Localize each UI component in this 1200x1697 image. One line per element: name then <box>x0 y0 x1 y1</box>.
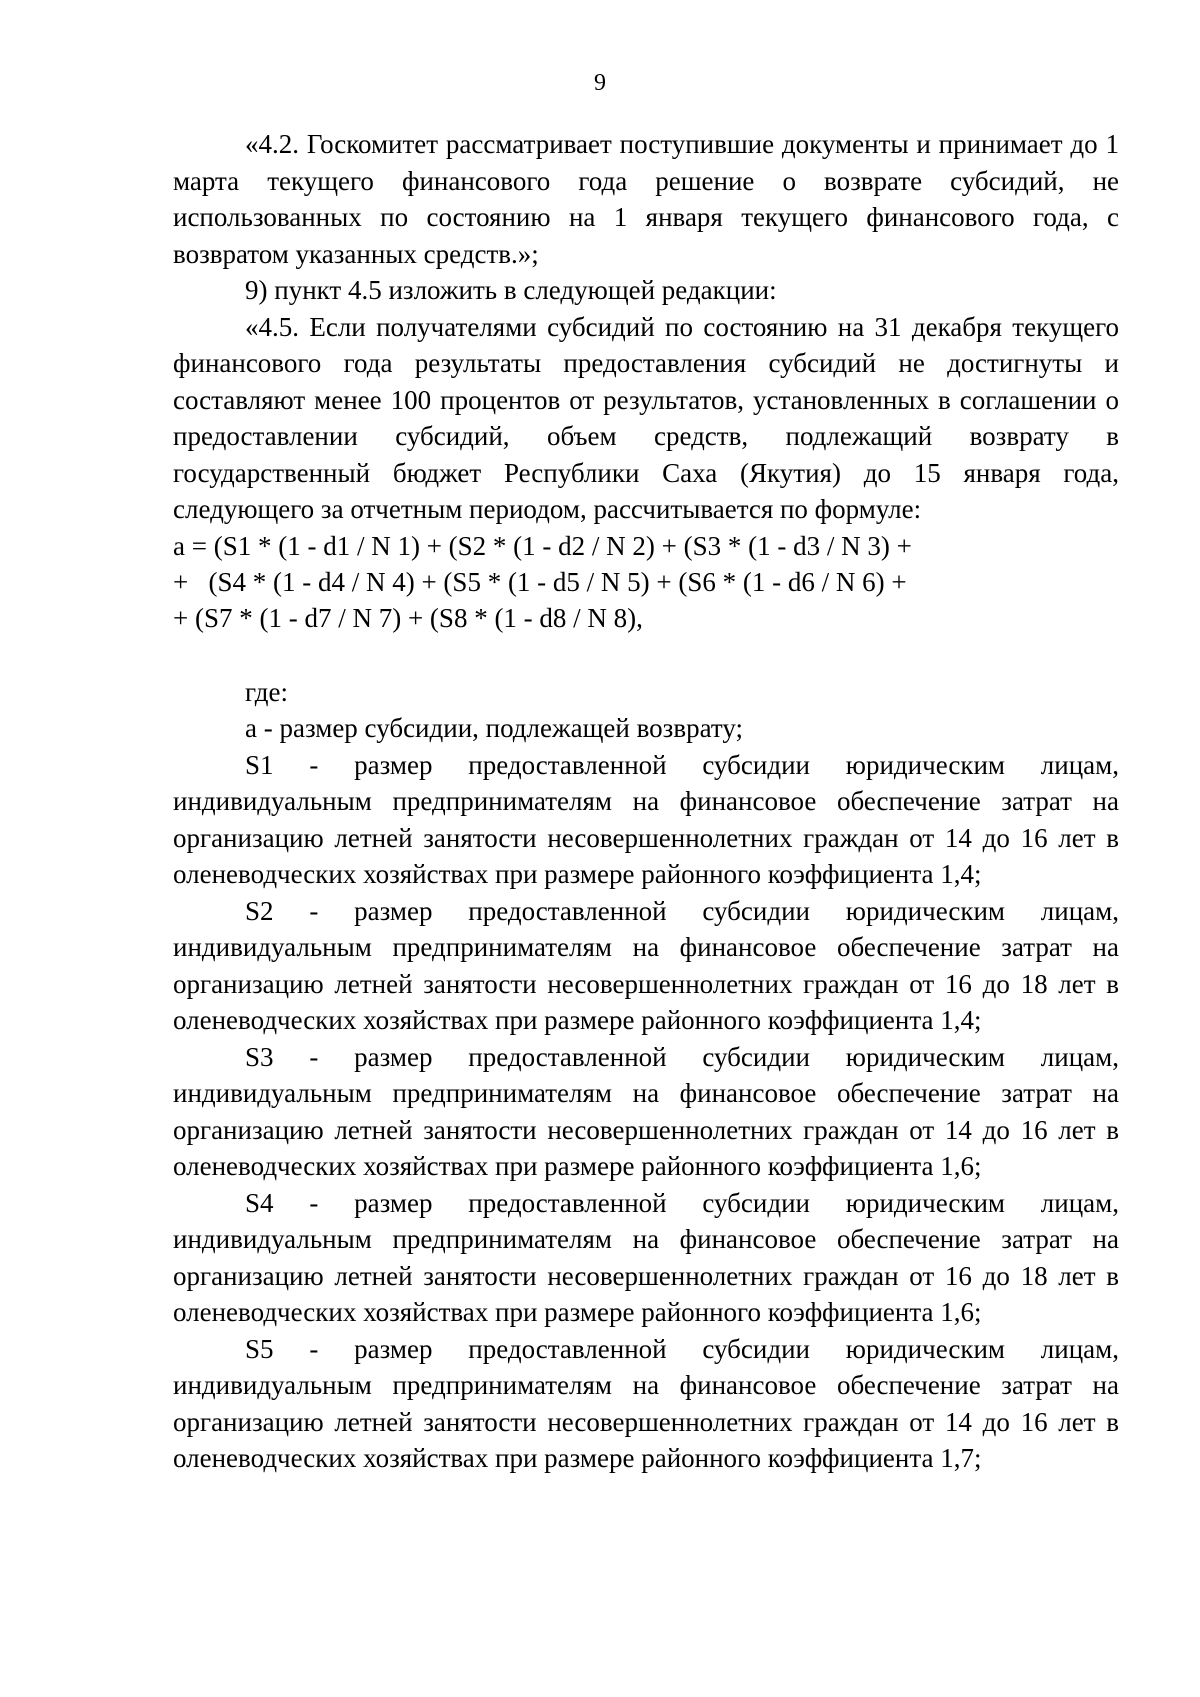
document-body <box>173 126 1119 1477</box>
paragraph-4-2: «4.2. Госкомитет рассматривает поступившие документы и принимает до 1 марта текущего финансового года решение о возврате субсидий, не использованных по состоянию на 1 января текущего финансового года, с возвратом указанных средств.»; <box>173 129 1119 269</box>
definition-s3: S3 - размер предоставленной субсидии юридическим лицам, индивидуальным предпринимателям на финансовое обеспечение затрат на организацию летней занятости несовершеннолетних граждан от 14 до 16 лет в оленеводческих хозяйствах при размере районного коэффициента 1,6; <box>173 1041 1119 1181</box>
page-number: 9 <box>594 70 606 96</box>
definition-a: а - размер субсидии, подлежащей возврату; <box>245 713 743 743</box>
formula-line-2: + (S4 * (1 - d4 / N 4) + (S5 * (1 - d5 / N 5) + (S6 * (1 - d6 / N 6) + <box>173 566 907 597</box>
where-label: где: <box>245 676 288 707</box>
definition-s1: S1 - размер предоставленной субсидии юридическим лицам, индивидуальным предпринимателям на финансовое обеспечение затрат на организацию летней занятости несовершеннолетних граждан от 14 до 16 лет в оленеводческих хозяйствах при размере районного коэффициента 1,4; <box>173 749 1119 889</box>
paragraph-item-9: 9) пункт 4.5 изложить в следующей редакции: <box>245 275 777 305</box>
definition-s5: S5 - размер предоставленной субсидии юридическим лицам, индивидуальным предпринимателям на финансовое обеспечение затрат на организацию летней занятости несовершеннолетних граждан от 14 до 16 лет в оленеводческих хозяйствах при размере районного коэффициента 1,7; <box>173 1333 1119 1473</box>
formula-line-3: + (S7 * (1 - d7 / N 7) + (S8 * (1 - d8 / N 8), <box>173 602 643 633</box>
definition-s2: S2 - размер предоставленной субсидии юридическим лицам, индивидуальным предпринимателям на финансовое обеспечение затрат на организацию летней занятости несовершеннолетних граждан от 16 до 18 лет в оленеводческих хозяйствах при размере районного коэффициента 1,4; <box>173 895 1119 1035</box>
formula-line-1: a = (S1 * (1 - d1 / N 1) + (S2 * (1 - d2 / N 2) + (S3 * (1 - d3 / N 3) + <box>173 530 912 561</box>
paragraph-4-5: «4.5. Если получателями субсидий по состоянию на 31 декабря текущего финансового года результаты предоставления субсидий не достигнуты и составляют менее 100 процентов от результатов, установленных в соглашении о предоставлении субсидий, объем средств, подлежащий возврату в государственный бюджет Республики Саха (Якутия) до 15 января года, следующего за отчетным периодом, рассчитывается по формуле: <box>173 311 1119 524</box>
definition-s4: S4 - размер предоставленной субсидии юридическим лицам, индивидуальным предпринимателям на финансовое обеспечение затрат на организацию летней занятости несовершеннолетних граждан от 16 до 18 лет в оленеводческих хозяйствах при размере районного коэффициента 1,6; <box>173 1187 1119 1327</box>
